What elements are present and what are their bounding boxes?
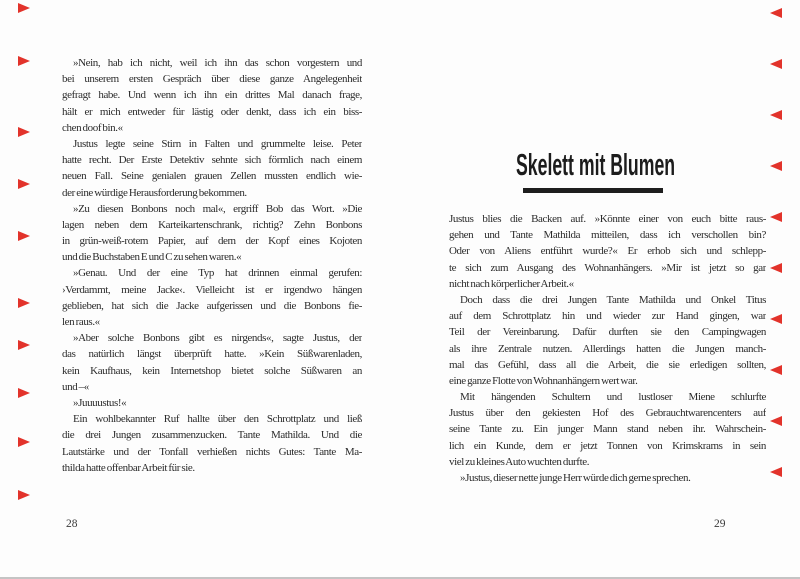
text-line: chen doof bin.« bbox=[62, 121, 123, 134]
page-edge-mark-icon bbox=[18, 388, 30, 398]
text-line: thilda hatte offenbar Arbeit für sie. bbox=[62, 461, 195, 474]
page-edge-mark-icon bbox=[770, 8, 782, 18]
text-line: Doch dass die drei Jungen Tante Mathilda und Onkel Titus bbox=[460, 293, 766, 306]
text-line: Mit hängenden Schultern und lustloser Miene schlurfte bbox=[460, 391, 766, 404]
page-edge-mark-icon bbox=[18, 298, 30, 308]
text-line: als ihre Zentrale nutzen. Allerdings hatten die Jungen manch- bbox=[449, 342, 766, 355]
page-edge-mark-icon bbox=[18, 127, 30, 137]
chapter-title-rule bbox=[523, 188, 663, 193]
text-line: geblieben, hat sich die Jacke aufgerissen und die Bonbons fie- bbox=[62, 299, 362, 312]
text-line: Justus über den gekiesten Hof des Gebrauchtwarencenters auf bbox=[449, 407, 766, 420]
text-line: hält er mich entweder für lästig oder denkt, dass ich ein biss- bbox=[62, 105, 362, 118]
text-line: hatte recht. Der Erste Detektiv sehnte sich förmlich nach einem bbox=[62, 154, 362, 167]
page-edge-mark-icon bbox=[18, 179, 30, 189]
chapter-title bbox=[436, 148, 756, 182]
chapter-title-text: Skelett mit Blumen bbox=[516, 147, 676, 182]
text-line: te sich zum Ausgang des Wohnanhängers. »Mir ist jetzt so gar bbox=[449, 261, 766, 274]
text-line: bei unserem ersten Gespräch über diese ganze Angelegenheit bbox=[62, 73, 362, 86]
text-line: und –« bbox=[62, 380, 89, 393]
text-line: Ein wohlbekannter Ruf hallte über den Schrottplatz und ließ bbox=[73, 413, 362, 426]
text-line: der eine würdige Herausforderung bekommen. bbox=[62, 186, 247, 199]
text-line: eine ganze Flotte von Wohnanhängern wert war. bbox=[449, 374, 638, 387]
text-line: Justus legte seine Stirn in Falten und grummelte leise. Peter bbox=[73, 137, 362, 150]
text-line: »Aber solche Bonbons gibt es nirgends«, sagte Justus, der bbox=[73, 332, 362, 345]
page-edge-mark-icon bbox=[770, 110, 782, 120]
text-line: gehen und Tante Mathilda mitteilen, dass ich verschollen bin? bbox=[449, 229, 766, 242]
page-number-left: 28 bbox=[66, 518, 78, 530]
page-number-right: 29 bbox=[714, 518, 726, 530]
text-line: neuen Fall. Seine genialen grauen Zellen mussten endlich wie- bbox=[62, 170, 362, 183]
text-line: »Genau. Und der eine Typ hat drinnen einmal gerufen: bbox=[73, 267, 362, 280]
text-line: auf dem Schrottplatz hin und wieder zur Hand gingen, war bbox=[449, 310, 766, 323]
text-line: in grün-weiß-rotem Papier, auf dem der Kopf eines Kojoten bbox=[62, 235, 362, 248]
page-edge-mark-icon bbox=[770, 467, 782, 477]
page-edge-mark-icon bbox=[770, 263, 782, 273]
text-line: lagen neben dem Karteikartenschrank, richtig? Zehn Bonbons bbox=[62, 218, 362, 231]
page-edge-mark-icon bbox=[18, 340, 30, 350]
text-line: »Nein, hab ich nicht, weil ich ihn das schon vorgestern und bbox=[73, 57, 362, 69]
page-edge-mark-icon bbox=[770, 314, 782, 324]
text-line: gefragt habe. Und wenn ich ihn ein drittes Mal danach frage, bbox=[62, 89, 362, 102]
text-line: »Juuuustus!« bbox=[73, 396, 127, 409]
text-line: das natürlich längst überprüft hatte. »Kein Süßwarenladen, bbox=[62, 348, 362, 361]
text-line: viel zu kleines Auto wuchten durfte. bbox=[449, 455, 590, 468]
text-line: Lautstärke und der Tonfall verhießen nichts Gutes: Tante Ma- bbox=[62, 445, 362, 458]
page-edge-mark-icon bbox=[770, 365, 782, 375]
page-edge-mark-icon bbox=[18, 56, 30, 66]
page-edge-mark-icon bbox=[770, 59, 782, 69]
page-edge-mark-icon bbox=[18, 231, 30, 241]
text-line: seine Tante zu. Ein junger Mann stand neben ihr. Wahrschein- bbox=[449, 423, 766, 436]
text-line: ›Verdammt, meine Jacke‹. Vielleicht ist er irgendwo hängen bbox=[62, 283, 362, 296]
left-page-text-column bbox=[62, 55, 362, 476]
page-edge-mark-icon bbox=[18, 3, 30, 13]
page-edge-mark-icon bbox=[770, 416, 782, 426]
text-line: Teil der Vereinbarung. Dafür durften sie den Campingwagen bbox=[449, 326, 766, 339]
text-line: len raus.« bbox=[62, 316, 100, 328]
page-edge-mark-icon bbox=[18, 437, 30, 447]
text-line: nicht nach körperlicher Arbeit.« bbox=[449, 277, 574, 290]
text-line: und die Buchstaben E und C zu sehen waren.« bbox=[62, 251, 242, 264]
text-line: die drei Jungen zusammenzucken. Tante Mathilda. Und die bbox=[62, 429, 362, 442]
text-line: lich ein Kunde, dem er jetzt Tonnen von Krimskrams in sein bbox=[449, 439, 766, 452]
text-line: Justus blies die Backen auf. »Könnte einer von euch bitte raus- bbox=[449, 213, 766, 225]
page-edge-mark-icon bbox=[770, 212, 782, 222]
text-line: mal das Gefühl, dass all die Arbeit, die sie erledigen sollten, bbox=[449, 358, 766, 371]
page-edge-mark-icon bbox=[770, 161, 782, 171]
text-line: »Zu diesen Bonbons noch mal«, ergriff Bob das Wort. »Die bbox=[73, 202, 362, 215]
text-line: Oder von Aliens entführt wurde?« Er erhob sich und schlepp- bbox=[449, 245, 766, 258]
right-page-text-column bbox=[449, 211, 766, 486]
text-line: »Justus, dieser nette junge Herr würde dich gerne sprechen. bbox=[460, 472, 691, 484]
text-line: kein Kaufhaus, kein Internetshop bietet solche Süßwaren an bbox=[62, 364, 362, 377]
page-edge-mark-icon bbox=[18, 490, 30, 500]
